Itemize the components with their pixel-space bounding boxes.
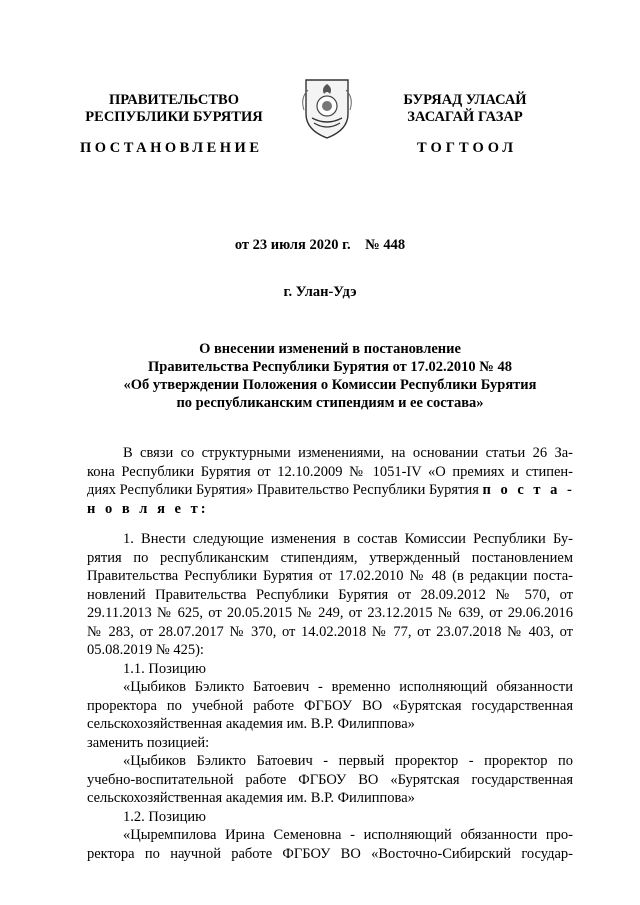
title-line: «Об утверждении Положения о Комиссии Республики Бурятия xyxy=(123,377,537,393)
coat-of-arms-icon xyxy=(300,76,354,140)
header-right-line-1: БУРЯАД УЛАСАЙ xyxy=(403,92,527,108)
item-1-line: Правительства Республики Бурятия от 17.02.2010 № 48 (в редакции поста- xyxy=(87,568,573,584)
header-right-bua xyxy=(355,92,575,126)
item-1-line: рятия по республиканским стипендиям, утвержденный постановлением xyxy=(87,549,573,566)
postanovlyaet-part-2: н о в л я е т: xyxy=(87,500,209,517)
preamble-line xyxy=(87,500,573,519)
item-1-line: 1. Внести следующие изменения в состав Комиссии Республики Бу- xyxy=(123,531,573,547)
item-1-1-new-line: «Цыбиков Бэликто Батоевич - первый проректор - проректор по xyxy=(123,753,573,769)
item-1-2-heading: 1.2. Позицию xyxy=(123,808,206,825)
header-left-line-1: ПРАВИТЕЛЬСТВО xyxy=(109,92,239,108)
item-1-line: 05.08.2019 № 425): xyxy=(87,642,204,658)
doc-type-bua: ТОГТООЛ xyxy=(417,140,518,156)
item-1-1-heading: 1.1. Позицию xyxy=(123,660,206,677)
item-1-1-old-line: сельскохозяйственная академия им. В.Р. Филиппова» xyxy=(87,716,415,732)
preamble-text: диях Республики Бурятия» Правительство Республики Бурятия xyxy=(87,482,483,498)
item-1-2-old-line: ректора по научной работе ФГБОУ ВО «Восточно-Сибирский государ- xyxy=(87,845,573,862)
item-1-1-old-line: «Цыбиков Бэликто Батоевич - временно исполняющий обязанности xyxy=(123,679,573,695)
item-1-paragraph xyxy=(87,530,573,863)
preamble-line: В связи со структурными изменениями, на основании статьи 26 За- xyxy=(123,445,573,461)
item-1-line: новлений Правительства Республики Бурятия от 28.09.2012 № 570, от xyxy=(87,586,573,603)
item-1-2-old-line: «Цыремпилова Ирина Семеновна - исполняющий обязанности про- xyxy=(123,827,573,843)
doc-type-ru: ПОСТАНОВЛЕНИЕ xyxy=(80,140,263,156)
document-title xyxy=(80,340,580,412)
document-date-number: от 23 июля 2020 г. № 448 xyxy=(234,237,406,253)
title-line: по республиканским стипендиям и ее состава» xyxy=(176,395,484,411)
document-city: г. Улан-Удэ xyxy=(283,284,357,300)
header-left-ru xyxy=(64,92,284,126)
item-1-1-replace: заменить позицией: xyxy=(87,734,210,751)
item-1-line: 29.11.2013 № 625, от 20.05.2015 № 249, от 23.12.2015 № 639, от 29.06.2016 xyxy=(87,605,573,621)
item-1-1-new-line: учебно-воспитательной работе ФГБОУ ВО «Бурятская государственная xyxy=(87,771,573,788)
preamble-line: кона Республики Бурятия от 12.10.2009 № 1051-IV «О премиях и стипен- xyxy=(87,463,573,480)
preamble-line xyxy=(87,481,573,500)
title-line: О внесении изменений в постановление xyxy=(199,341,461,357)
item-1-1-old-line: проректора по учебной работе ФГБОУ ВО «Бурятская государственная xyxy=(87,697,573,714)
item-1-line: № 283, от 28.07.2017 № 370, от 14.02.2018 № 77, от 23.07.2018 № 403, от xyxy=(87,623,573,640)
title-line: Правительства Республики Бурятия от 17.02.2010 № 48 xyxy=(148,359,512,375)
item-1-1-new-line: сельскохозяйственная академия им. В.Р. Филиппова» xyxy=(87,790,415,806)
header-left-line-2: РЕСПУБЛИКИ БУРЯТИЯ xyxy=(85,109,263,125)
postanovlyaet-part-1: п о с т а - xyxy=(482,482,575,498)
header-right-line-2: ЗАСАГАЙ ГАЗАР xyxy=(407,109,523,125)
preamble-paragraph xyxy=(87,444,573,518)
